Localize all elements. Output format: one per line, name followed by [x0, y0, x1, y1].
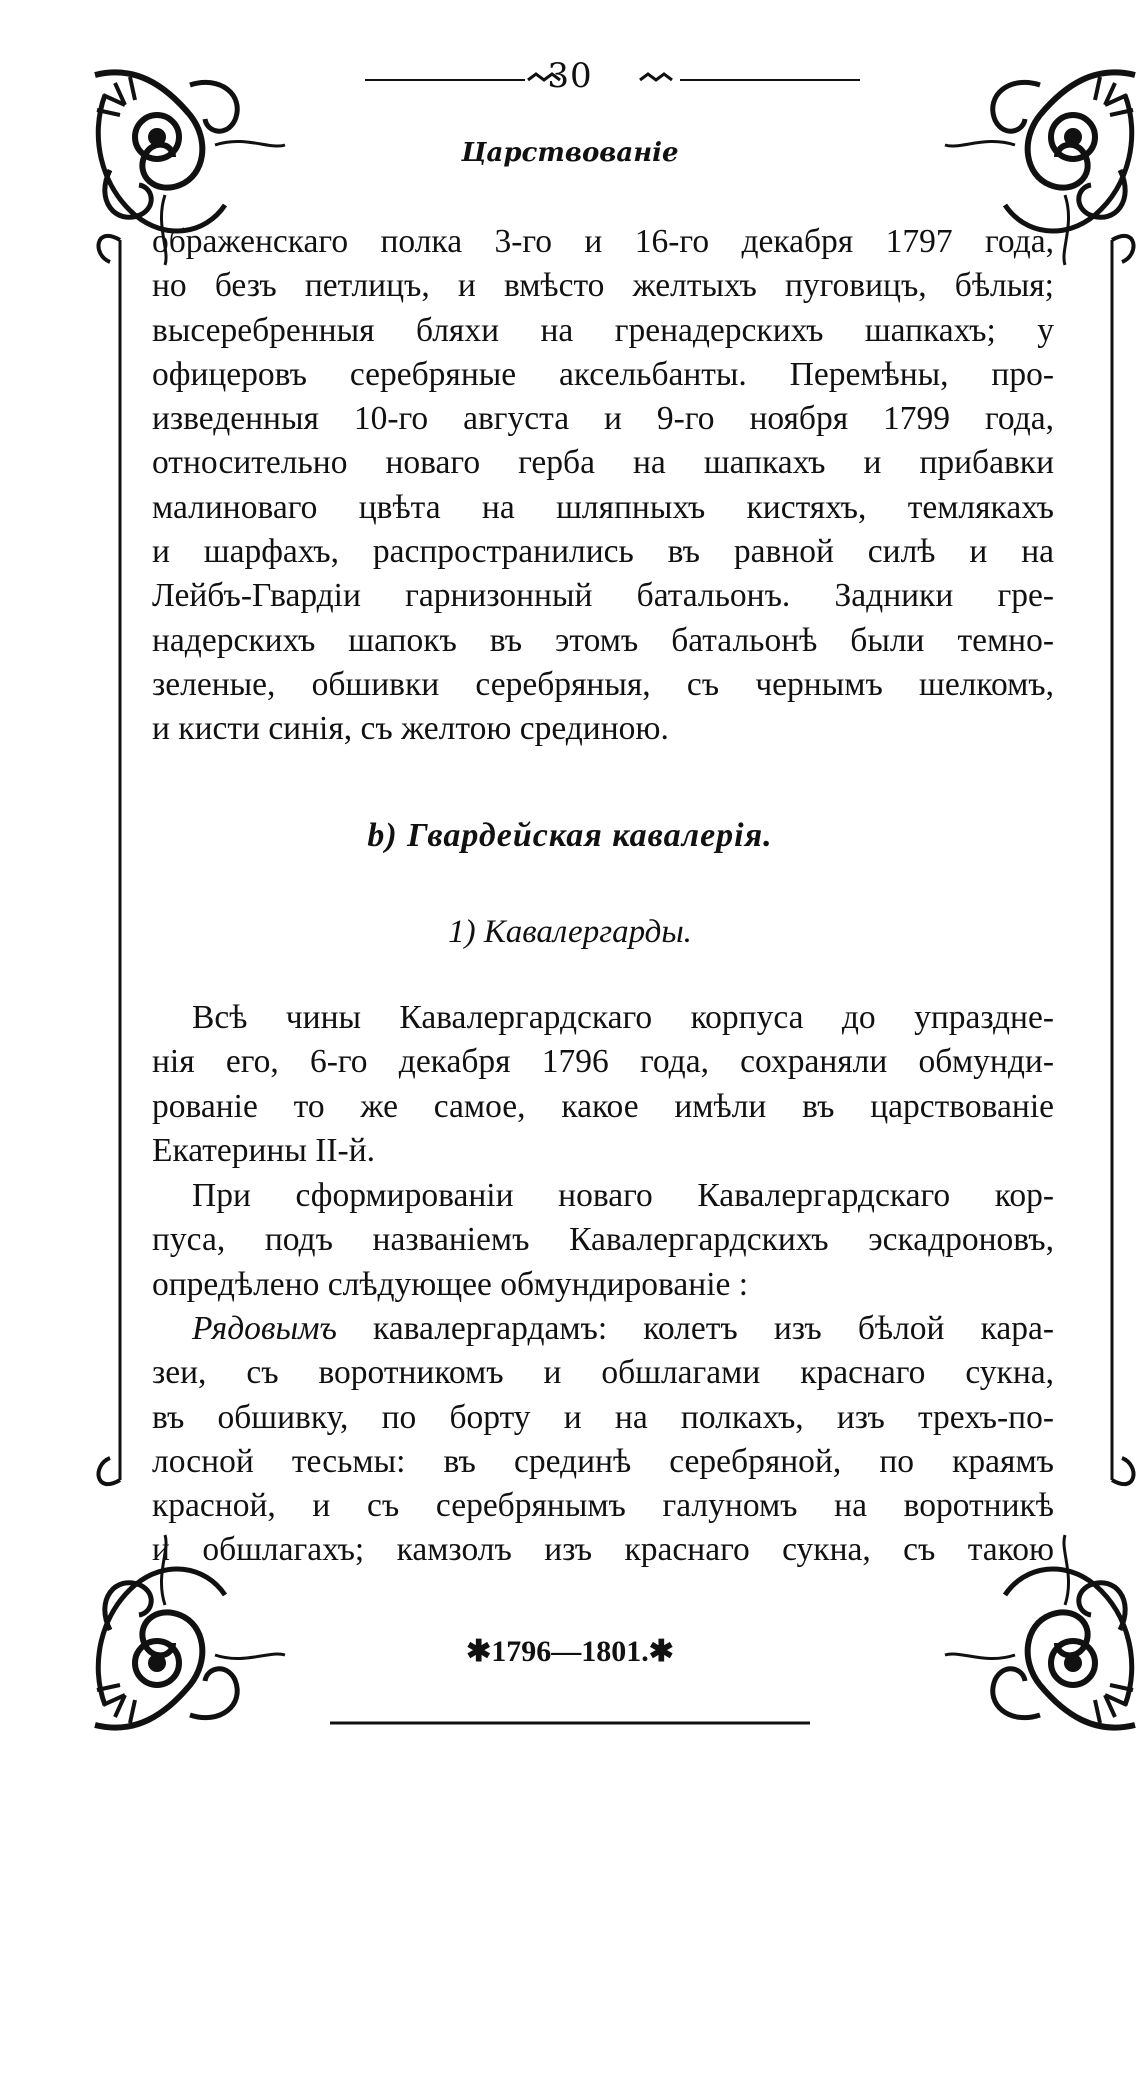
text-line: пуса, подъ названіемъ Кавалергардскихъ эскадроновъ,	[152, 1221, 1054, 1259]
paragraph-2	[152, 996, 1054, 1173]
page-number: 30	[547, 56, 593, 96]
text-line: офицеровъ серебряные аксельбанты. Перемѣны, про-	[152, 355, 1054, 393]
text-line: высеребренныя бляхи на гренадерскихъ шапкахъ; у	[152, 311, 1054, 349]
text-line: и шарфахъ, распространились въ равной силѣ и на	[152, 533, 1054, 571]
running-head: Царствованіе	[461, 138, 679, 168]
text-line: зеи, съ воротникомъ и обшлагами краснаго сукна,	[152, 1354, 1054, 1392]
paragraph-4	[152, 1307, 1054, 1573]
text-line: зеленые, обшивки серебряныя, съ чернымъ шелкомъ,	[152, 665, 1054, 703]
paragraph-3	[152, 1174, 1054, 1307]
text-line: При сформированіи новаго Кавалергардскаго кор-	[192, 1177, 1054, 1214]
text-line: Екатерины II-й.	[152, 1131, 376, 1169]
text-line: въ обшивку, по борту и на полкахъ, изъ трехъ-по-	[152, 1398, 1054, 1436]
text-fragment: кавалергардамъ: колетъ изъ бѣлой кара-	[336, 1310, 1054, 1347]
text-line: надерскихъ шапокъ въ этомъ батальонѣ были темно-	[152, 621, 1054, 659]
italic-lead-word: Рядовымъ	[192, 1310, 337, 1347]
text-line: Лейбъ-Гвардіи гарнизонный батальонъ. Задники гре-	[152, 577, 1054, 615]
text-line: лосной тесьмы: въ срединѣ серебряной, по краямъ	[152, 1442, 1054, 1480]
text-line: но безъ петлицъ, и вмѣсто желтыхъ пуговицъ, бѣлыя;	[152, 267, 1054, 305]
text-line: ображенскаго полка 3-го и 16-го декабря 1797 года,	[152, 223, 1054, 260]
text-line: изведенныя 10-го августа и 9-го ноября 1799 года,	[152, 400, 1054, 438]
subsection-title: 1) Кавалергарды.	[448, 914, 692, 950]
text-line: опредѣлено слѣдующее обмундированіе :	[152, 1265, 749, 1303]
text-line: Всѣ чины Кавалергардскаго корпуса до упраздне-	[192, 999, 1054, 1036]
section-title: b) Гвардейская кавалерія.	[367, 817, 773, 854]
text-line: относительно новаго герба на шапкахъ и прибавки	[152, 444, 1054, 482]
text-line: малиноваго цвѣта на шляпныхъ кистяхъ, темлякахъ	[152, 488, 1054, 526]
text-line: и кисти синія, съ желтою срединою.	[152, 710, 669, 748]
text-line: нія его, 6-го декабря 1796 года, сохраняли обмунди-	[152, 1043, 1054, 1081]
text-line: рованіе то же самое, какое имѣли въ царствованіе	[152, 1087, 1054, 1125]
paragraph-1	[152, 220, 1054, 752]
text-line	[152, 1307, 1054, 1351]
text-line: и обшлагахъ; камзолъ изъ краснаго сукна, съ такою	[152, 1531, 1054, 1569]
text-line: красной, и съ серебрянымъ галуномъ на воротникѣ	[152, 1487, 1054, 1525]
footer-years: ✱1796—1801.✱	[466, 1635, 674, 1668]
